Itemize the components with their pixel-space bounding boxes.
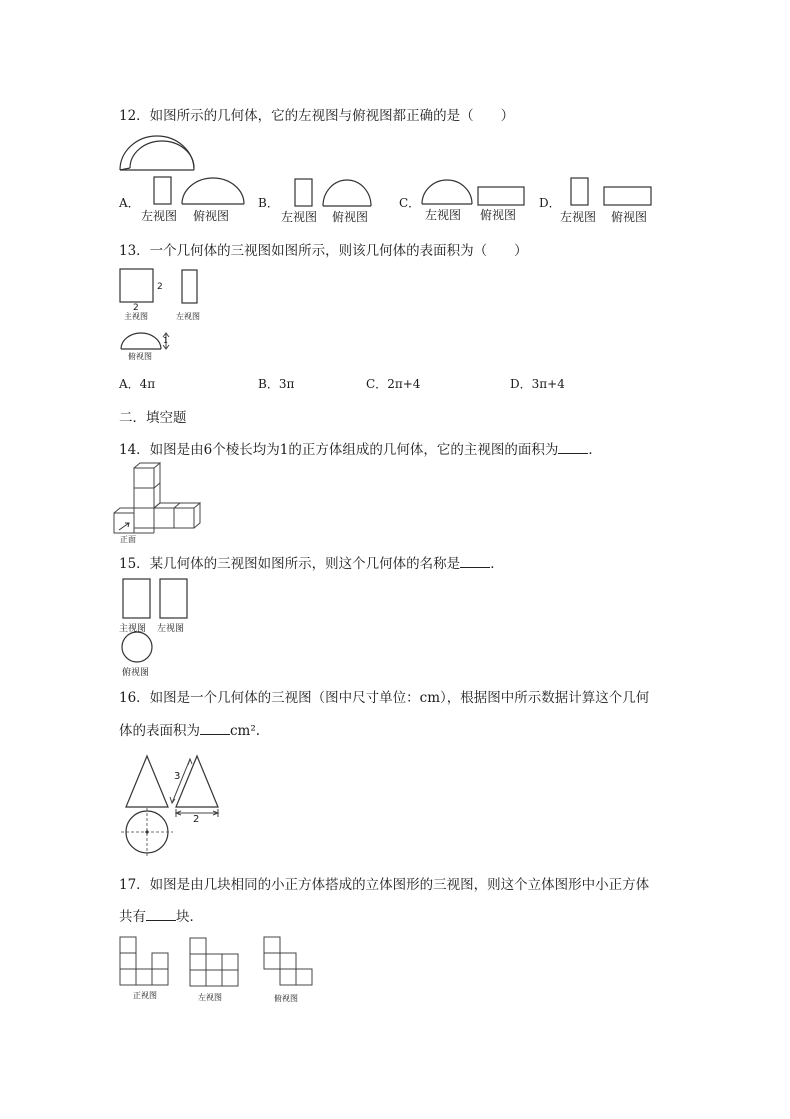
q13-option-c-value: 2π+4 xyxy=(387,377,421,391)
q13-option-b-letter: B． xyxy=(258,377,279,391)
q12-d-cap-top: 俯视图 xyxy=(611,210,648,224)
q13-option-a[interactable] xyxy=(119,375,155,392)
q14-text xyxy=(119,438,602,458)
q12-text: 12．如图所示的几何体，它的左视图与俯视图都正确的是（ ） xyxy=(119,108,515,124)
q12-c-top-view xyxy=(477,186,525,208)
q12-option-b-letter[interactable]: B． xyxy=(258,196,279,210)
q15-front-view xyxy=(122,578,152,620)
q16-label-3: 3 xyxy=(174,771,181,782)
q12-solid-figure xyxy=(118,128,198,172)
q15-text-before: 15．某几何体的三视图如图所示，则这个几何体的名称是 xyxy=(119,556,461,572)
q13-label-2-right: 2 xyxy=(157,282,163,292)
q14-answer-blank[interactable] xyxy=(558,441,588,454)
q15-left-view xyxy=(159,578,189,620)
q15-cap-left: 左视图 xyxy=(157,624,185,634)
q13-cap-top: 俯视图 xyxy=(128,352,152,361)
q12-c-cap-top: 俯视图 xyxy=(480,208,517,222)
q17-left-view xyxy=(189,937,241,989)
q15-text-after: ． xyxy=(490,556,504,572)
q17-line2 xyxy=(119,905,203,925)
q12-c-left-view xyxy=(420,178,474,206)
q16-line2-after: cm². xyxy=(230,723,261,739)
q12-d-cap-left: 左视图 xyxy=(560,210,597,224)
q12-d-left-view xyxy=(570,177,590,207)
q13-left-view xyxy=(181,269,199,305)
q14-text-before: 14．如图是由6个棱长均为1的正方体组成的几何体，它的主视图的面积为 xyxy=(119,442,559,458)
q13-option-d-value: 3π+4 xyxy=(531,377,565,391)
q16-cone-views xyxy=(118,753,228,861)
q12-option-d-letter[interactable]: D． xyxy=(539,196,561,210)
q13-option-d-letter: D． xyxy=(510,377,532,391)
q17-cap-left: 左视图 xyxy=(198,993,222,1002)
q13-option-b-value: 3π xyxy=(278,377,295,391)
q13-label-1: 1 xyxy=(163,336,169,345)
q13-option-c-letter: C． xyxy=(366,377,388,391)
q13-text: 13．一个几何体的三视图如图所示，则该几何体的表面积为（ ） xyxy=(119,243,528,259)
q15-cap-top: 俯视图 xyxy=(122,668,150,678)
q12-b-left-view xyxy=(294,178,314,208)
q12-b-cap-left: 左视图 xyxy=(281,210,318,224)
q13-top-view xyxy=(119,331,179,351)
q13-front-view xyxy=(119,268,155,304)
q16-label-2: 2 xyxy=(193,814,200,825)
q13-option-a-value: 4π xyxy=(139,377,156,391)
q16-line1: 16．如图是一个几何体的三视图（图中尺寸单位：cm），根据图中所示数据计算这个几何 xyxy=(119,690,650,706)
q13-option-b[interactable] xyxy=(258,375,294,392)
q13-cap-left: 左视图 xyxy=(176,312,200,321)
q12-a-top-view xyxy=(180,176,246,206)
q15-cap-front: 主视图 xyxy=(119,624,147,634)
q13-option-c[interactable] xyxy=(366,375,420,392)
q17-answer-blank[interactable] xyxy=(146,908,176,921)
q17-front-view xyxy=(119,935,171,989)
q15-answer-blank[interactable] xyxy=(460,555,490,568)
q17-cap-front: 正视图 xyxy=(133,991,157,1000)
q16-line2 xyxy=(119,719,260,739)
q17-line2-after: 块． xyxy=(176,909,203,925)
q17-line1: 17．如图是由几块相同的小正方体搭成的立体图形的三视图，则这个立体图形中小正方体 xyxy=(119,877,650,893)
q14-front-label: 正面 xyxy=(120,535,136,544)
q16-line2-before: 体的表面积为 xyxy=(119,723,200,739)
q12-a-left-view xyxy=(153,176,173,206)
q14-cube-figure xyxy=(113,462,205,534)
q15-top-view xyxy=(120,632,156,664)
q12-d-top-view xyxy=(603,186,653,208)
q13-option-a-letter: A． xyxy=(119,377,140,391)
q12-a-cap-top: 俯视图 xyxy=(193,209,230,223)
q16-answer-blank[interactable] xyxy=(200,722,230,735)
q12-a-cap-left: 左视图 xyxy=(141,209,178,223)
q17-line2-before: 共有 xyxy=(119,909,146,925)
q17-cap-top: 俯视图 xyxy=(274,994,298,1003)
q13-option-d[interactable] xyxy=(510,375,565,392)
q15-text xyxy=(119,552,504,572)
q12-c-cap-left: 左视图 xyxy=(425,208,462,222)
q12-b-top-view xyxy=(321,178,373,208)
q13-cap-front: 主视图 xyxy=(124,312,148,321)
q12-b-cap-top: 俯视图 xyxy=(332,210,369,224)
q12-option-a-letter[interactable]: A． xyxy=(119,196,140,210)
q12-option-c-letter[interactable]: C． xyxy=(399,196,421,210)
q13-label-2-bottom: 2 xyxy=(133,303,139,313)
q17-top-view xyxy=(263,935,315,989)
q14-text-after: ． xyxy=(588,442,602,458)
section-2-title: 二．填空题 xyxy=(119,410,187,426)
